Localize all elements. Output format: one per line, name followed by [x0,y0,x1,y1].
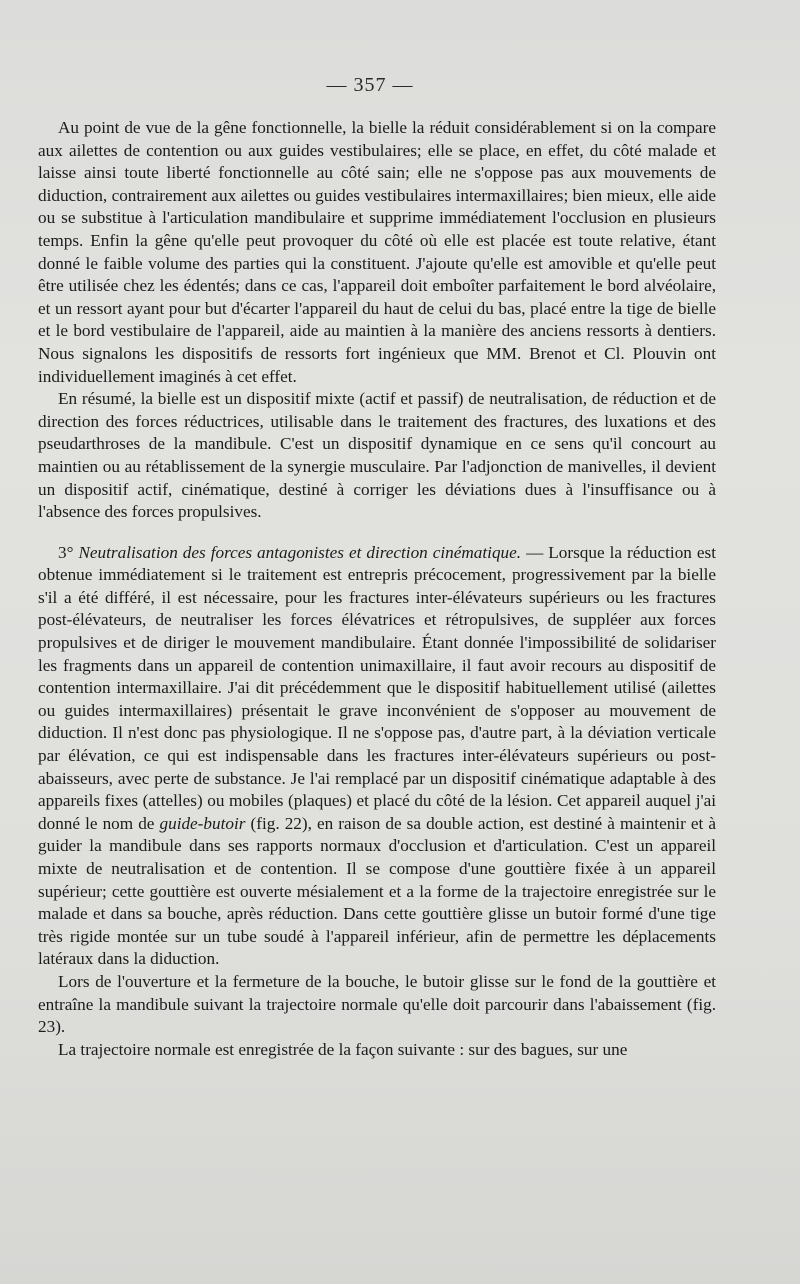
paragraph-ouverture-fermeture: Lors de l'ouverture et la fermeture de la bouche, le butoir glisse sur le fond de la gouttière et entraîne la mandibule suivant la trajectoire normale qu'elle doit parcourir dans l'abaissement (fig. 23). [38,971,716,1037]
section-title: Neutralisation des forces antagonistes et direction cinématique. [78,542,522,562]
device-name: guide-butoir [159,813,246,833]
page-number: — 357 — [326,74,414,96]
section-neutralisation [38,542,716,971]
paragraph-en-resume: En résumé, la bielle est un dispositif mixte (actif et passif) de neutralisation, de réduction et de direction des forces réductrices, utilisable dans le traitement des fractures, des luxations et des pseudarthroses de la mandibule. C'est un dispositif dynamique en ce sens qu'il concourt au maintien ou au rétablissement de la synergie musculaire. Par l'adjonction de manivelles, il devient un dispositif actif, cinématique, destiné à corriger les déviations dues à l'insuffisance ou à l'absence des forces propulsives. [38,389,716,522]
section-number: 3° [58,542,74,562]
paragraph-trajectoire: La trajectoire normale est enregistrée de la façon suivante : sur des bagues, sur une [58,1039,628,1059]
paragraph-gene-fonctionnelle: Au point de vue de la gêne fonctionnelle, la bielle la réduit considérablement si on la compare aux ailettes de contention ou aux guides vestibulaires; elle se place, en effet, du côté malade et laisse ainsi toute liberté fonctionnelle au côté sain; elle ne s'oppose pas aux mouvements de diduction, contrairement aux ailettes ou guides vestibulaires intermaxillaires; bien mieux, elle aide ou se substitue à l'articulation mandibulaire et supprime immédiatement l'occlusion en plusieurs temps. Enfin la gêne qu'elle peut provoquer du côté où elle est placée est toute relative, étant donné le faible volume des parties qui la constituent. J'ajoute qu'elle est amovible et qu'elle peut être utilisée chez les édentés; dans ce cas, l'appareil doit emboîter parfaitement le bord alvéolaire, et un ressort ayant pour but d'écarter l'appareil du haut de celui du bas, placé entre la tige de bielle et le bord vestibulaire de l'appareil, aide au maintien à la manière des anciens ressorts à dentiers. Nous signalons les dispositifs de ressorts fort ingénieux que MM. Brenot et Cl. Plouvin ont individuellement imaginés à cet effet. [38,118,716,386]
section-spacer [38,524,716,542]
section-body-2: (fig. 22), en raison de sa double action, est destiné à maintenir et à guider la mandibule dans ses rapports normaux d'occlusion et d'articulation. C'est un appareil mixte de neutralisation et de contention. Il se compose d'une gouttière fixée à un appareil supérieur; cette gouttière est ouverte mésialement et a la forme de la trajectoire enregistrée sur le malade et dans sa bouche, après réduction. Dans cette gouttière glisse un butoir formé d'une tige très rigide montée sur un tube soudé à l'appareil inférieur, afin de permettre les déplacements latéraux dans la diduction. [38,813,716,969]
page-text [38,117,716,1061]
section-body-1: — Lorsque la réduction est obtenue immédiatement si le traitement est entrepris précocement, progressivement par la bielle s'il a été différé, il est nécessaire, pour les fractures inter-élévateurs supérieurs ou les fractures post-élévateurs, de neutraliser les forces élévatrices et rétropulsives, de suppléer aux forces propulsives et de diriger le mouvement mandibulaire. Étant donnée l'impossibilité de solidariser les fragments dans un appareil de contention unimaxillaire, il faut avoir recours au dispositif de contention intermaxillaire. J'ai dit précédemment que le dispositif habituellement utilisé (ailettes ou guides intermaxillaires) présentait le grave inconvénient de s'opposer au mouvement de diduction. Il n'est donc pas physiologique. Il ne s'oppose pas, d'autre part, à la déviation verticale par élévation, ce qui est indispensable dans les fractures inter-élévateurs supérieurs ou post-abaisseurs, avec perte de substance. Je l'ai remplacé par un dispositif cinématique adaptable à des appareils fixes (attelles) ou mobiles (plaques) et placé du côté de la lésion. Cet appareil auquel j'ai donné le nom de [38,542,716,833]
